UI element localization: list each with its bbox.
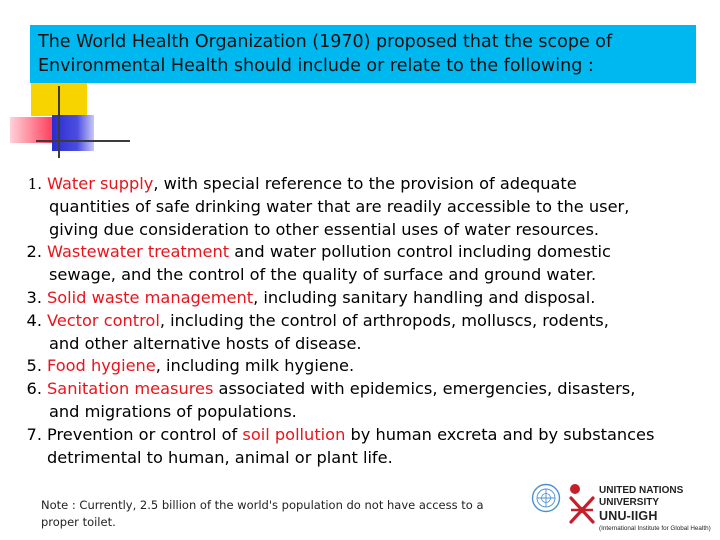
title-line: The World Health Organization (1970) proposed that the scope of (38, 32, 613, 52)
decor-vertical-line (58, 86, 60, 158)
list-item (18, 310, 718, 356)
highlight-term: Solid waste management (47, 287, 254, 307)
unu-emblem-icon (567, 482, 597, 528)
list-number: 5. (26, 356, 42, 376)
logo-line: UNIVERSITY (599, 497, 660, 508)
list-number: 3. (26, 287, 42, 307)
list-item (18, 173, 718, 241)
list-number: 1. (27, 175, 42, 193)
highlight-term: Water supply (47, 174, 154, 193)
footnote-line: Note : Currently, 2.5 billion of the world's population do not have access to a (41, 498, 484, 512)
list-item (18, 241, 718, 287)
list-number: 2. (26, 242, 42, 262)
list-item (18, 424, 718, 470)
list-item (18, 355, 718, 378)
logo-line: (International Institute for Global Health) (599, 525, 711, 532)
list-number: 6. (26, 379, 42, 399)
item-text: by human excreta and by substances (345, 424, 655, 444)
item-text: , with special reference to the provision of adequate (153, 174, 577, 193)
item-text: and water pollution control including domestic (229, 242, 611, 262)
item-text: sewage, and the control of the quality of surface and ground water. (49, 265, 597, 285)
highlight-term: Vector control (47, 310, 160, 330)
title-line: Environmental Health should include or relate to the following : (38, 56, 594, 76)
list-number: 4. (26, 310, 42, 330)
highlight-term: Food hygiene (47, 356, 156, 376)
footnote (41, 497, 541, 531)
slide-title (30, 25, 696, 83)
decor-horizontal-line (36, 140, 130, 142)
item-text: associated with epidemics, emergencies, disasters, (213, 379, 636, 399)
item-text: , including the control of arthropods, molluscs, rodents, (159, 310, 609, 330)
item-text: and other alternative hosts of disease. (49, 333, 362, 353)
list-item (18, 287, 718, 310)
logo-line: UNU-IIGH (599, 509, 658, 523)
list-item (18, 378, 718, 424)
footnote-line: proper toilet. (41, 515, 116, 529)
logo-line: UNITED NATIONS (599, 485, 684, 496)
item-text: , including milk hygiene. (155, 356, 355, 376)
unu-logo-text (599, 485, 711, 533)
item-text: detrimental to human, animal or plant life. (47, 447, 393, 467)
list-number: 7. (26, 424, 42, 444)
highlight-term: soil pollution (242, 424, 346, 444)
item-text: Prevention or control of (47, 424, 243, 444)
item-text: giving due consideration to other essential uses of water resources. (49, 219, 600, 239)
item-text: and migrations of populations. (49, 401, 297, 421)
item-text: quantities of safe drinking water that are readily accessible to the user, (49, 196, 630, 216)
scope-list (18, 173, 718, 469)
highlight-term: Wastewater treatment (47, 242, 230, 262)
highlight-term: Sanitation measures (47, 379, 214, 399)
un-emblem-icon (531, 483, 561, 513)
item-text: , including sanitary handling and disposal. (253, 287, 596, 307)
